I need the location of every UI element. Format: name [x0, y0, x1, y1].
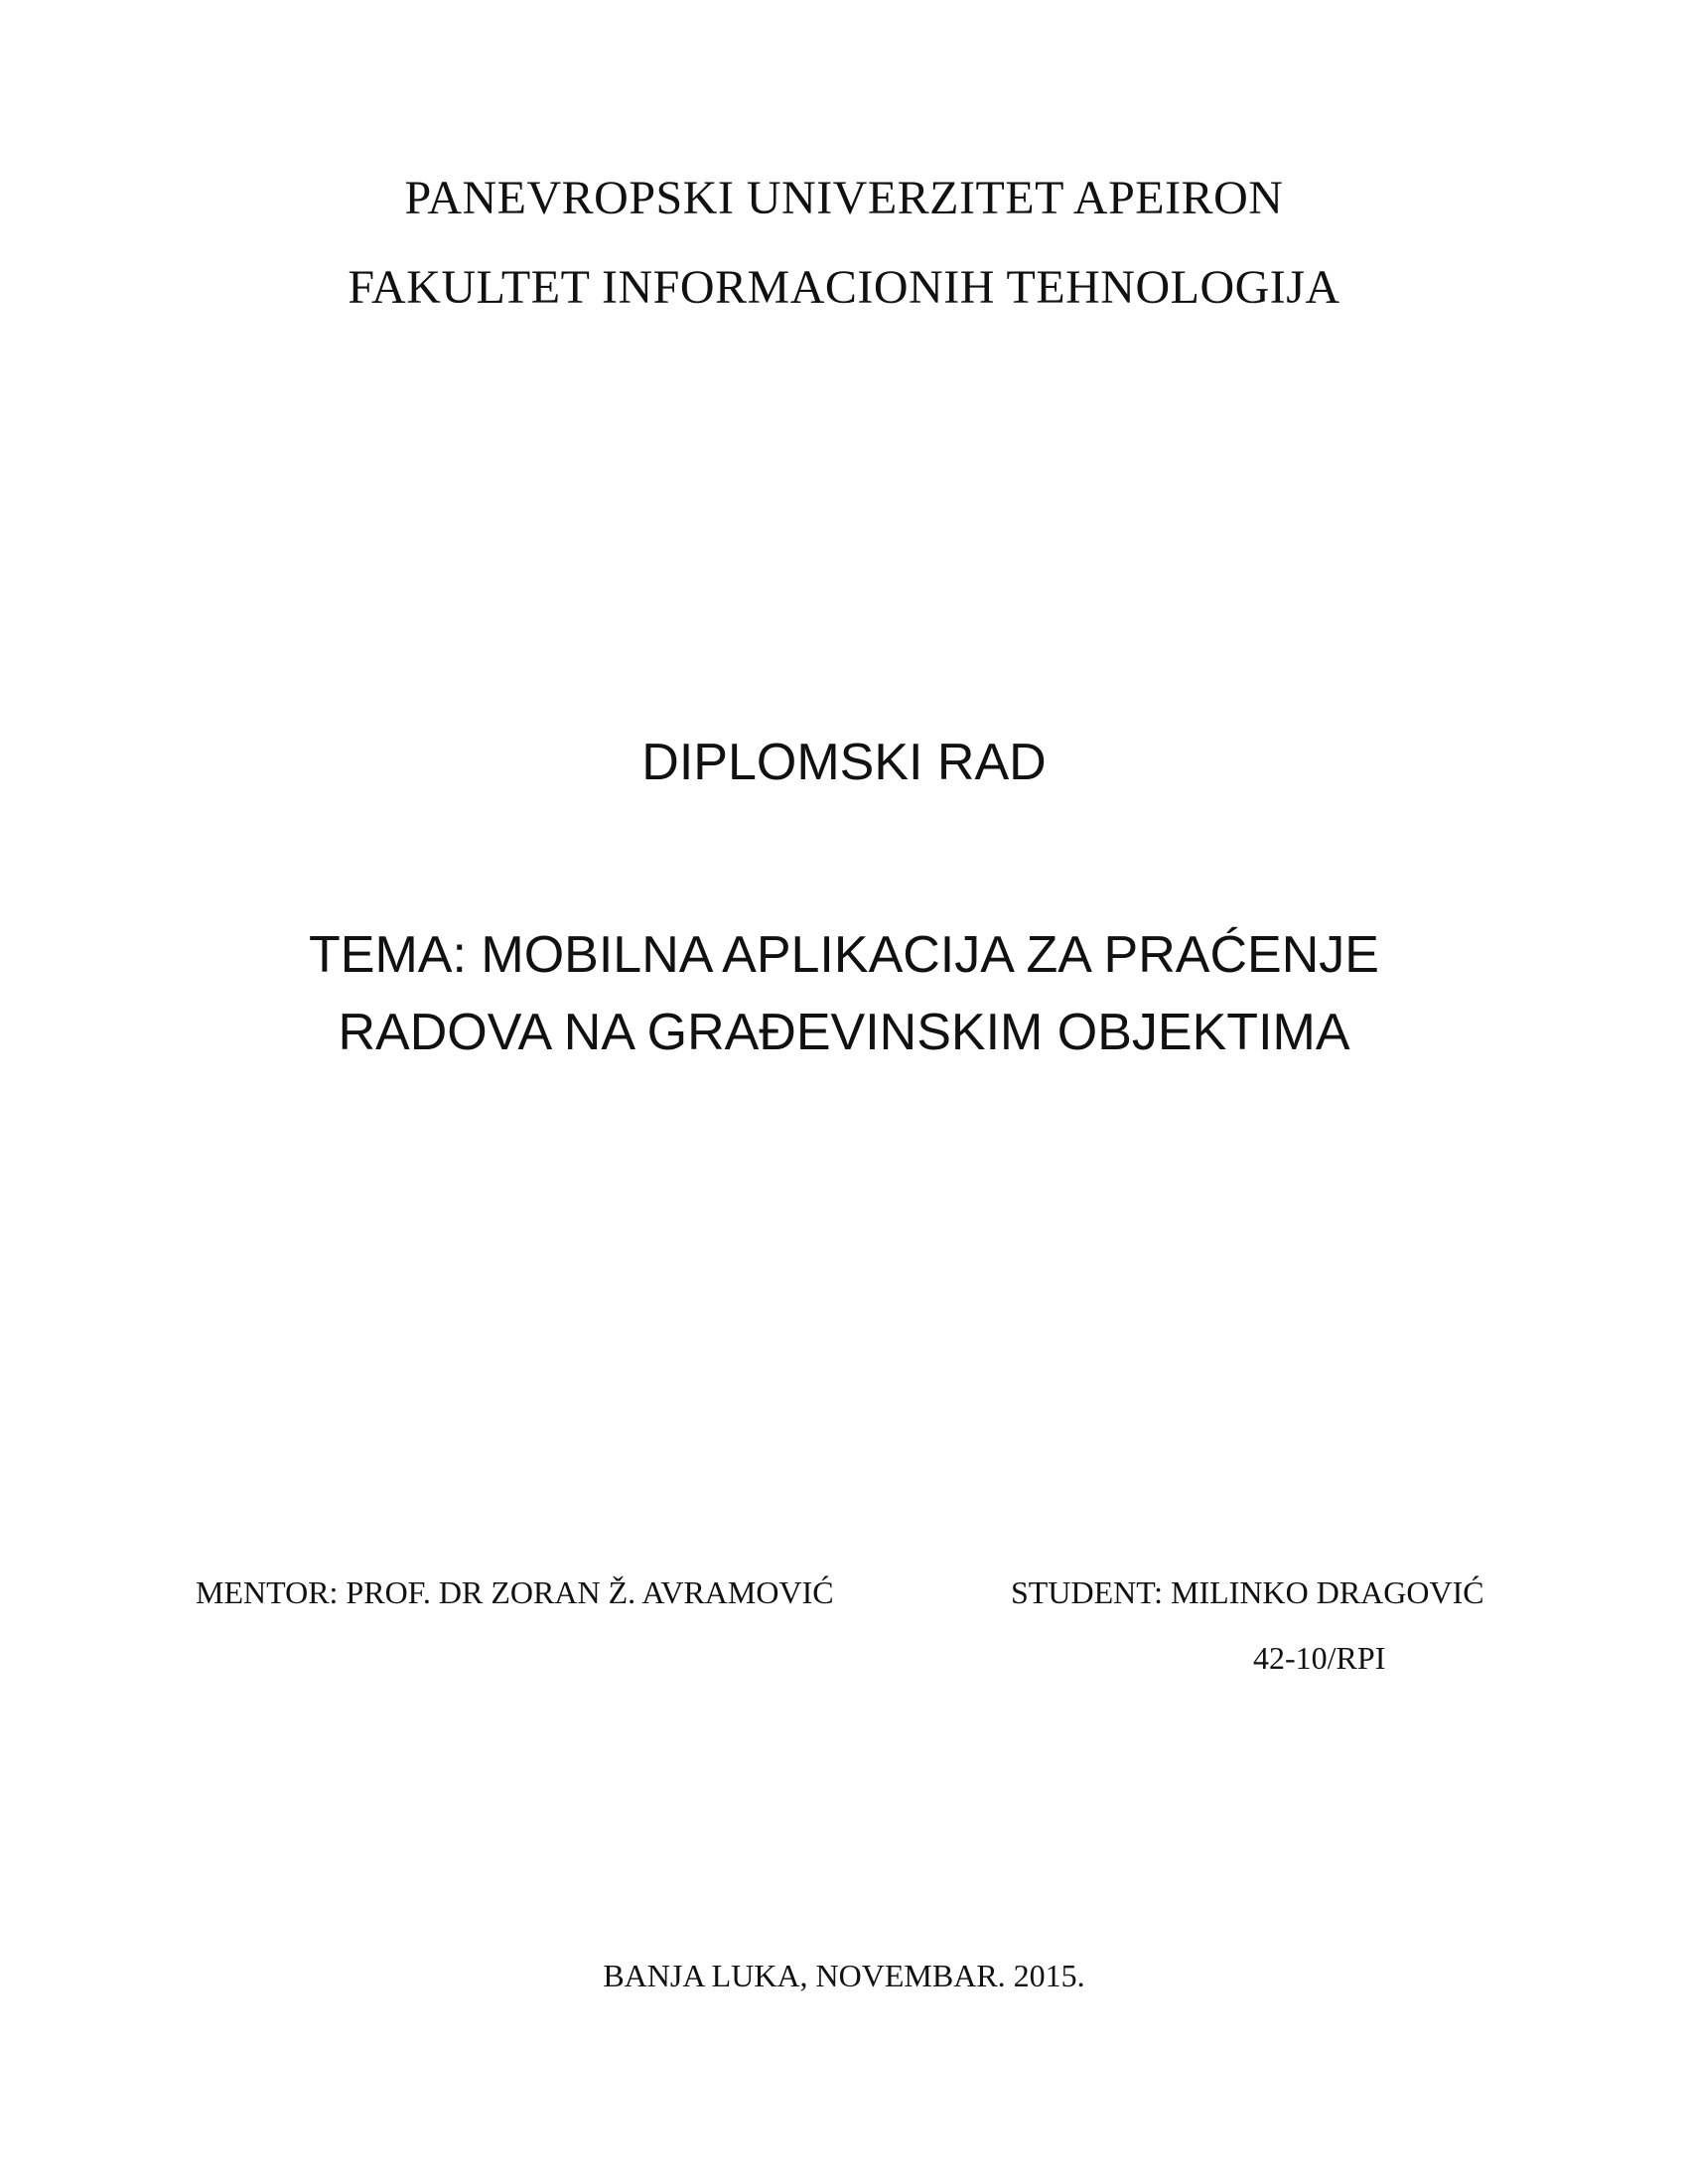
student-label: STUDENT: MILINKO DRAGOVIĆ	[1011, 1574, 1484, 1610]
thesis-type-heading: DIPLOMSKI RAD	[641, 734, 1047, 791]
mentor-label: MENTOR: PROF. DR ZORAN Ž. AVRAMOVIĆ	[196, 1574, 834, 1610]
faculty-name: FAKULTET INFORMACIONIH TEHNOLOGIJA	[348, 261, 1340, 314]
thesis-topic-line-2: RADOVA NA GRAĐEVINSKIM OBJEKTIMA	[338, 1004, 1350, 1061]
place-and-date: BANJA LUKA, NOVEMBAR. 2015.	[603, 1958, 1085, 1993]
university-name: PANEVROPSKI UNIVERZITET APEIRON	[404, 172, 1284, 224]
thesis-topic-line-1: TEMA: MOBILNA APLIKACIJA ZA PRAĆENJE	[309, 926, 1379, 984]
student-index-number: 42-10/RPI	[1253, 1640, 1386, 1676]
